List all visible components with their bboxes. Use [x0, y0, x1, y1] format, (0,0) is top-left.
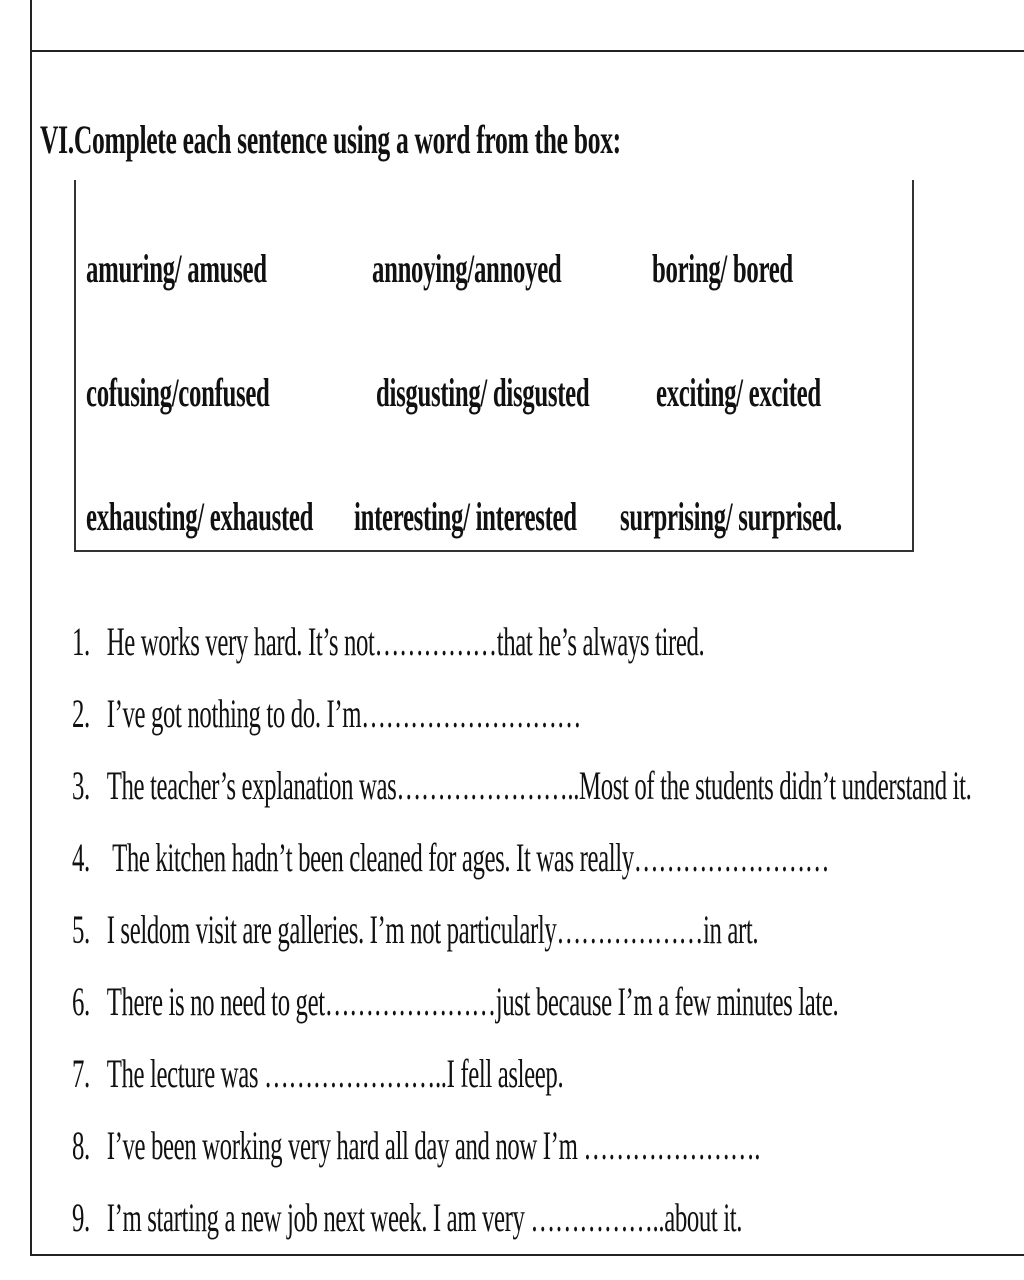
word-box-item: amuring/ amused: [86, 246, 267, 291]
sentence-item: [72, 902, 758, 974]
sentence-text: The lecture was …………………..I fell asleep.: [106, 1051, 564, 1096]
word-box-item: exciting/ excited: [656, 370, 821, 415]
word-box-item: boring/ bored: [652, 246, 793, 291]
page-frame-left-border: [30, 0, 32, 1256]
sentence-number: 1.: [72, 619, 90, 664]
sentence-text: There is no need to get…………………just because I’m a few minutes late.: [106, 979, 839, 1024]
sentence-number: 4.: [72, 835, 90, 880]
sentence-number: 8.: [72, 1123, 90, 1168]
sentence-text: The kitchen hadn’t been cleaned for ages. It was really……………………: [106, 835, 830, 880]
sentence-item: [72, 1190, 742, 1262]
sentence-number: 2.: [72, 691, 90, 736]
sentence-item: [72, 686, 581, 758]
sentence-text: I’m starting a new job next week. I am very ……………..about it.: [106, 1195, 743, 1240]
sentence-item: [72, 1118, 760, 1190]
word-box-item: surprising/ surprised.: [620, 494, 842, 539]
sentence-number: 7.: [72, 1051, 90, 1096]
sentence-text: The teacher’s explanation was…………………..Most of the students didn’t understand it.: [106, 763, 972, 808]
word-box-item: interesting/ interested: [354, 494, 577, 539]
top-divider: [30, 50, 1024, 52]
sentence-number: 6.: [72, 979, 90, 1024]
sentence-item: [72, 758, 971, 830]
word-box-item: disgusting/ disgusted: [376, 370, 590, 415]
word-box-item: exhausting/ exhausted: [86, 494, 314, 539]
sentence-item: [72, 974, 838, 1046]
sentence-item: [72, 614, 704, 686]
sentence-number: 9.: [72, 1195, 90, 1240]
sentence-number: 3.: [72, 763, 90, 808]
sentence-text: I’ve been working very hard all day and now I’m ………………….: [106, 1123, 761, 1168]
sentence-text: I’ve got nothing to do. I’m………………………: [106, 691, 582, 736]
sentence-item: [72, 830, 829, 902]
word-box-item: annoying/annoyed: [372, 246, 562, 291]
word-box-item: cofusing/confused: [86, 370, 270, 415]
sentence-item: [72, 1046, 563, 1118]
sentence-number: 5.: [72, 907, 90, 952]
exercise-heading: VI.Complete each sentence using a word from the box:: [40, 117, 621, 162]
sentence-text: He works very hard. It’s not……………that he’s always tired.: [106, 619, 705, 664]
sentence-text: I seldom visit are galleries. I’m not particularly………………in art.: [106, 907, 759, 952]
word-box: [74, 180, 914, 552]
